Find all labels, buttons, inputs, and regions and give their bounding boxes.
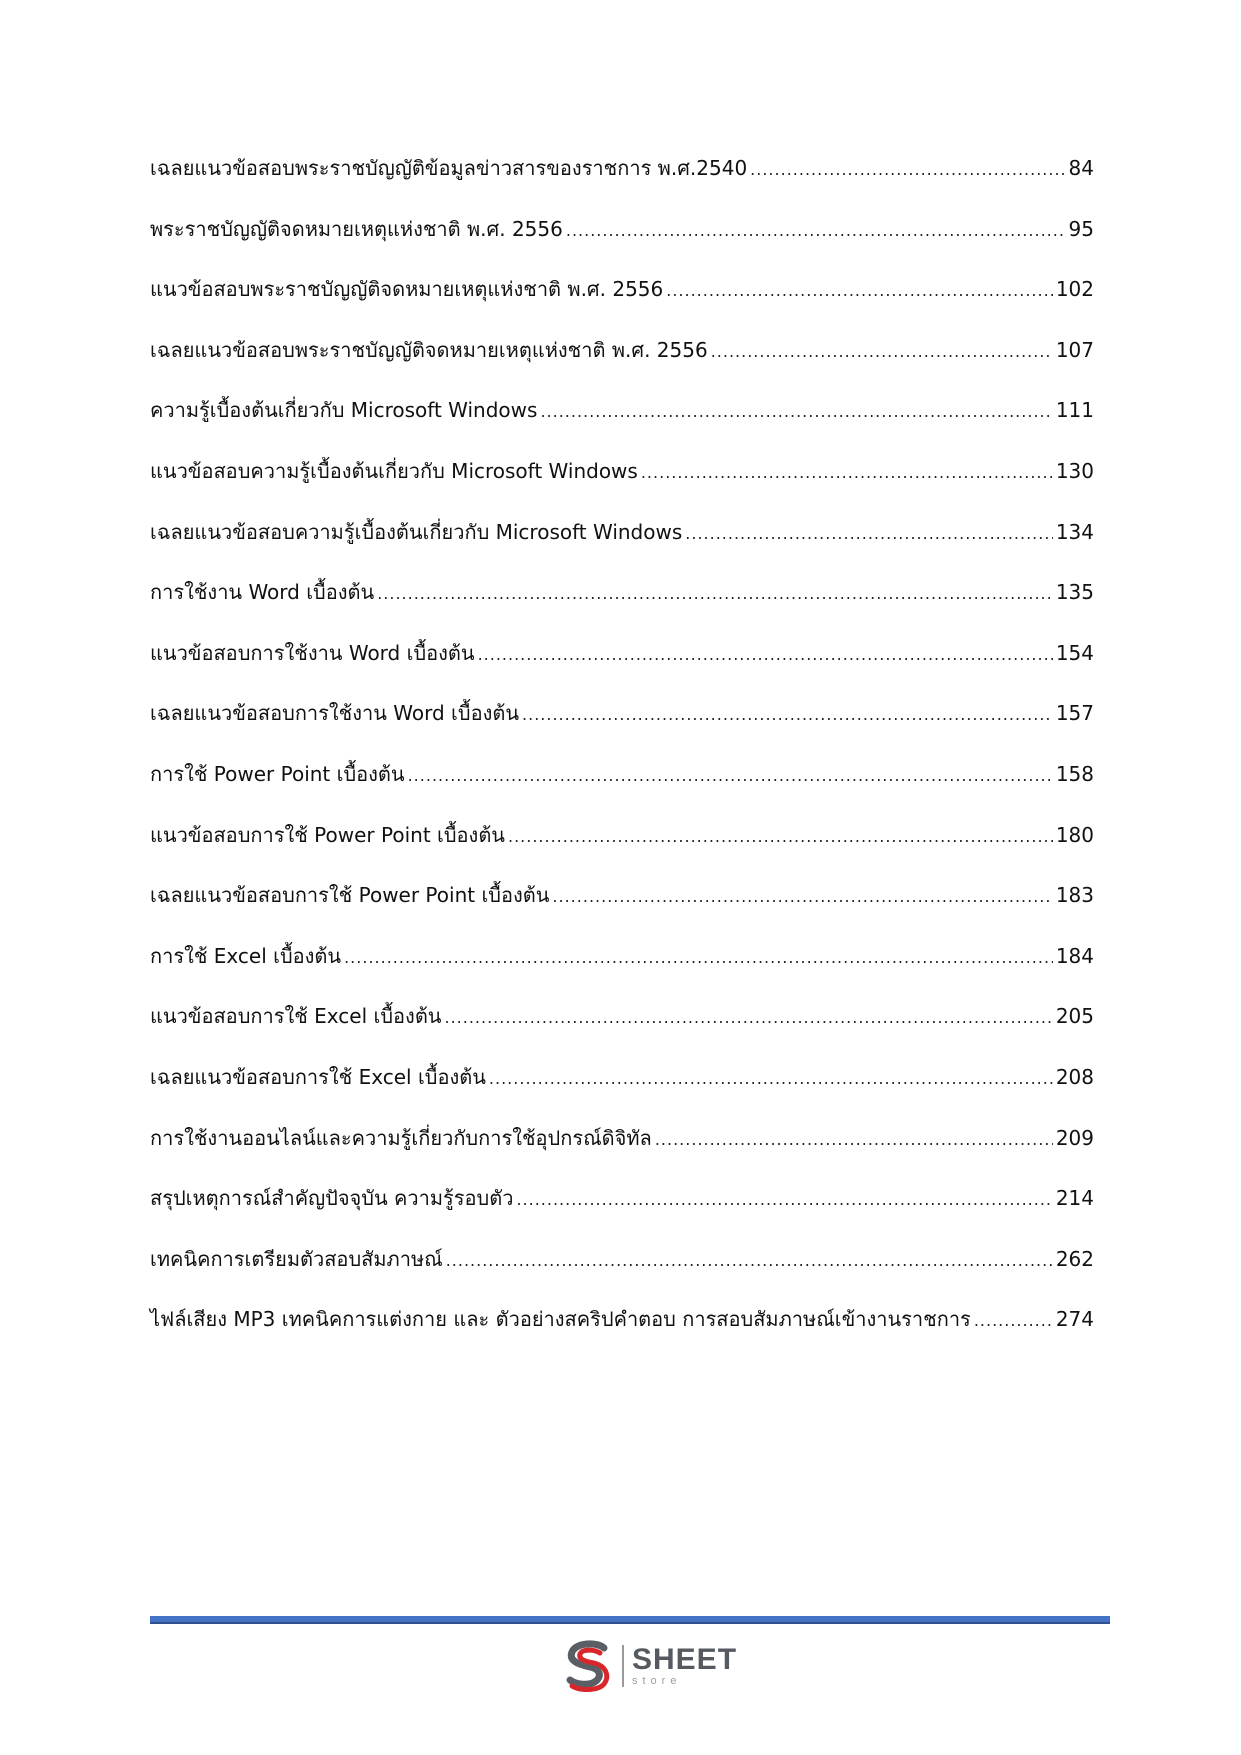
toc-entry-title: เทคนิคการเตรียมตัวสอบสัมภาษณ์ (150, 1246, 443, 1271)
toc-dot-leader (516, 1185, 1052, 1215)
toc-entry-page: 158 (1055, 761, 1094, 786)
toc-entry-title: เฉลยแนวข้อสอบการใช้งาน Word เบื้องต้น (150, 701, 520, 726)
toc-entry[interactable] (150, 1183, 1094, 1244)
toc-entry-title: แนวข้อสอบการใช้ Power Point เบื้องต้น (150, 822, 505, 847)
toc-entry-page: 205 (1055, 1004, 1094, 1029)
toc-entry-page: 130 (1055, 458, 1094, 483)
toc-entry[interactable] (150, 1001, 1094, 1062)
sheet-store-s-logo-icon (560, 1640, 616, 1692)
toc-entry-page: 84 (1068, 156, 1094, 180)
toc-entry-page: 183 (1055, 883, 1094, 908)
toc-dot-leader (711, 337, 1053, 367)
toc-entry[interactable] (150, 517, 1094, 578)
toc-dot-leader (344, 943, 1053, 973)
toc-entry-page: 184 (1055, 943, 1094, 968)
toc-entry[interactable] (150, 395, 1094, 456)
toc-entry[interactable] (150, 638, 1094, 699)
toc-entry-title: แนวข้อสอบการใช้งาน Word เบื้องต้น (150, 640, 475, 665)
toc-entry[interactable] (150, 1244, 1094, 1305)
toc-entry-title: การใช้ Power Point เบื้องต้น (150, 761, 405, 786)
logo-brand-sub: store (632, 1675, 682, 1687)
toc-entry-page: 208 (1055, 1064, 1094, 1089)
toc-entry-page: 111 (1055, 398, 1094, 423)
toc-entry-page: 95 (1068, 216, 1094, 241)
toc-entry-page: 209 (1055, 1125, 1094, 1150)
toc-dot-leader (444, 1003, 1052, 1033)
logo-brand-name: SHEET (632, 1643, 738, 1676)
table-of-contents (150, 153, 1094, 1365)
toc-dot-leader (522, 700, 1053, 730)
toc-entry-page: 154 (1055, 640, 1094, 665)
logo-divider (622, 1645, 624, 1687)
toc-dot-leader (685, 519, 1053, 549)
toc-entry[interactable] (150, 698, 1094, 759)
toc-entry-title: การใช้ Excel เบื้องต้น (150, 943, 342, 968)
sheet-store-logo (560, 1640, 737, 1692)
toc-entry[interactable] (150, 335, 1094, 396)
toc-entry[interactable] (150, 1062, 1094, 1123)
toc-entry-page: 180 (1055, 822, 1094, 847)
footer-divider (150, 1616, 1110, 1624)
toc-entry-page: 102 (1055, 277, 1094, 302)
toc-entry[interactable] (150, 274, 1094, 335)
toc-dot-leader (508, 822, 1053, 852)
toc-entry-page: 157 (1055, 701, 1094, 726)
toc-dot-leader (641, 458, 1053, 488)
toc-entry-title: ความรู้เบื้องต้นเกี่ยวกับ Microsoft Windows (150, 398, 538, 423)
toc-entry-page: 135 (1055, 580, 1094, 605)
toc-dot-leader (408, 761, 1053, 791)
toc-dot-leader (552, 882, 1052, 912)
logo-wordmark (632, 1645, 737, 1687)
toc-entry-title: เฉลยแนวข้อสอบพระราชบัญญัติข้อมูลข่าวสารของราชการ พ.ศ.2540 (150, 156, 748, 180)
toc-entry[interactable] (150, 880, 1094, 941)
toc-entry-title: แนวข้อสอบความรู้เบื้องต้นเกี่ยวกับ Microsoft Windows (150, 458, 638, 483)
toc-entry-page: 262 (1055, 1246, 1094, 1271)
toc-entry-title: เฉลยแนวข้อสอบความรู้เบื้องต้นเกี่ยวกับ Microsoft Windows (150, 519, 683, 544)
toc-entry-title: เฉลยแนวข้อสอบการใช้ Excel เบื้องต้น (150, 1064, 486, 1089)
toc-entry-title: สรุปเหตุการณ์สำคัญปัจจุบัน ความรู้รอบตัว (150, 1186, 514, 1211)
toc-entry-title: แนวข้อสอบพระราชบัญญัติจดหมายเหตุแห่งชาติ พ.ศ. 2556 (150, 277, 664, 302)
toc-dot-leader (478, 640, 1053, 670)
toc-entry-title: พระราชบัญญัติจดหมายเหตุแห่งชาติ พ.ศ. 2556 (150, 216, 563, 241)
toc-entry-title: เฉลยแนวข้อสอบการใช้ Power Point เบื้องต้น (150, 883, 550, 908)
toc-entry-title: การใช้งานออนไลน์และความรู้เกี่ยวกับการใช้อุปกรณ์ดิจิทัล (150, 1125, 652, 1150)
toc-dot-leader (666, 276, 1053, 306)
toc-entry-page: 134 (1055, 519, 1094, 544)
toc-entry[interactable] (150, 1123, 1094, 1184)
toc-dot-leader (750, 155, 1065, 185)
toc-entry[interactable] (150, 214, 1094, 275)
toc-entry[interactable] (150, 941, 1094, 1002)
toc-entry-title: การใช้งาน Word เบื้องต้น (150, 580, 375, 605)
toc-entry[interactable] (150, 759, 1094, 820)
toc-entry[interactable] (150, 153, 1094, 214)
toc-entry-title: ไฟล์เสียง MP3 เทคนิคการแต่งกาย และ ตัวอย่างสคริปคำตอบ การสอบสัมภาษณ์เข้างานราชการ (150, 1307, 971, 1332)
toc-dot-leader (489, 1064, 1053, 1094)
toc-entry[interactable] (150, 456, 1094, 517)
toc-entry[interactable] (150, 820, 1094, 881)
toc-dot-leader (377, 579, 1053, 609)
toc-entry-page: 214 (1055, 1186, 1094, 1211)
toc-entry-title: แนวข้อสอบการใช้ Excel เบื้องต้น (150, 1004, 442, 1029)
toc-entry[interactable] (150, 1304, 1094, 1365)
toc-entry[interactable] (150, 577, 1094, 638)
toc-entry-title: เฉลยแนวข้อสอบพระราชบัญญัติจดหมายเหตุแห่งชาติ พ.ศ. 2556 (150, 337, 708, 362)
toc-dot-leader (655, 1125, 1053, 1155)
toc-entry-page: 107 (1055, 337, 1094, 362)
toc-dot-leader (974, 1306, 1053, 1336)
toc-entry-page: 274 (1055, 1307, 1094, 1332)
toc-dot-leader (540, 397, 1052, 427)
toc-dot-leader (566, 216, 1066, 246)
toc-dot-leader (446, 1246, 1053, 1276)
